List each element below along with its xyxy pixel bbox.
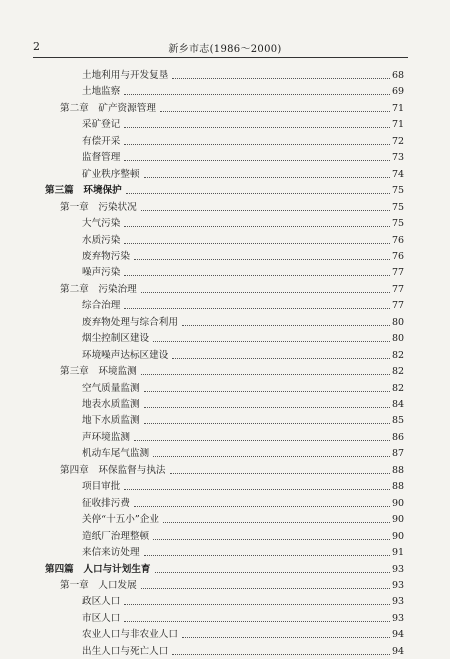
- toc-entry-page: 80: [392, 316, 405, 328]
- toc-entry-label: 地下水质监测: [82, 415, 140, 427]
- toc-entry-page: 91: [392, 547, 405, 559]
- toc-entry-label: 大气污染: [82, 218, 121, 230]
- dot-leader: [124, 308, 390, 309]
- dot-leader: [124, 243, 390, 244]
- toc-entry-page: 73: [392, 152, 405, 164]
- toc-entry-section: [82, 478, 404, 494]
- toc-entry-page: 86: [392, 431, 405, 443]
- toc-entry-page: 90: [392, 514, 405, 526]
- toc-entry-label: 征收排污费: [82, 497, 130, 509]
- toc-entry-page: 71: [392, 102, 405, 114]
- dot-leader: [124, 275, 390, 276]
- toc-entry-page: 94: [392, 645, 405, 657]
- toc-entry-page: 75: [392, 185, 405, 197]
- toc-entry-label: 土地监察: [82, 86, 121, 98]
- toc-entry-label: 采矿登记: [82, 119, 121, 131]
- dot-leader: [172, 78, 390, 79]
- dot-leader: [141, 210, 390, 211]
- toc-entry-label: 烟尘控制区建设: [82, 333, 150, 345]
- dot-leader: [182, 637, 390, 638]
- dot-leader: [153, 539, 390, 540]
- toc-entry-label: 第二章 矿产资源管理: [60, 102, 156, 114]
- dot-leader: [134, 440, 390, 441]
- toc-entry-label: 水质污染: [82, 234, 121, 246]
- toc-entry-label: 矿业秩序整顿: [82, 168, 140, 180]
- toc-entry-page: 72: [392, 135, 405, 147]
- dot-leader: [141, 292, 390, 293]
- dot-leader: [124, 160, 390, 161]
- toc-entry-page: 68: [392, 70, 405, 81]
- book-title: 新乡市志(1986～2000): [168, 44, 282, 55]
- toc-entry-section: [82, 347, 404, 363]
- toc-entry-section: [82, 445, 404, 461]
- toc-entry-section: [82, 495, 404, 511]
- dot-leader: [172, 654, 390, 655]
- toc-entry-label: 废弃物处理与综合利用: [82, 316, 178, 328]
- dot-leader: [153, 456, 390, 457]
- toc-entry-section: [82, 412, 404, 428]
- dot-leader: [160, 111, 390, 112]
- toc-entry-section: [82, 133, 404, 149]
- toc-entry-label: 土地利用与开发复垦: [82, 70, 169, 81]
- toc-entry-chapter: [60, 577, 404, 593]
- toc-entry-section: [82, 511, 404, 527]
- page-number: 2: [33, 40, 40, 53]
- toc-entry-chapter: [60, 281, 404, 297]
- toc-entry-page: 90: [392, 497, 405, 509]
- dot-leader: [153, 341, 390, 342]
- toc-entry-chapter: [60, 363, 404, 379]
- toc-entry-page: 90: [392, 530, 405, 542]
- toc-entry-label: 声环境监测: [82, 431, 130, 443]
- toc-entry-section: [82, 643, 404, 659]
- toc-entry-page: 94: [392, 629, 405, 641]
- toc-entry-label: 造纸厂治理整顿: [82, 530, 150, 542]
- toc-entry-label: 第一章 人口发展: [60, 579, 137, 591]
- toc-entry-page: 71: [392, 119, 405, 131]
- dot-leader: [172, 358, 390, 359]
- dot-leader: [126, 193, 390, 194]
- dot-leader: [155, 572, 390, 573]
- toc-entry-page: 82: [392, 382, 405, 394]
- toc-entry-page: 93: [392, 579, 405, 591]
- toc-entry-label: 来信来访处理: [82, 547, 140, 559]
- toc-entry-page: 82: [392, 366, 405, 378]
- toc-entry-section: [82, 116, 404, 132]
- toc-entry-page: 69: [392, 86, 405, 98]
- toc-entry-section: [82, 610, 404, 626]
- toc-entry-page: 76: [392, 234, 405, 246]
- toc-entry-label: 出生人口与死亡人口: [82, 645, 169, 657]
- toc-entry-section: [82, 83, 404, 99]
- toc-entry-section: [82, 67, 404, 83]
- dot-leader: [163, 522, 390, 523]
- dot-leader: [141, 374, 390, 375]
- toc-entry-label: 监督管理: [82, 152, 121, 164]
- toc-entry-part: [45, 182, 404, 198]
- toc-entry-section: [82, 528, 404, 544]
- toc-entry-section: [82, 429, 404, 445]
- toc-entry-section: [82, 297, 404, 313]
- toc-entry-label: 农业人口与非农业人口: [82, 629, 178, 641]
- dot-leader: [170, 473, 390, 474]
- toc-entry-section: [82, 544, 404, 560]
- dot-leader: [124, 144, 390, 145]
- toc-entry-page: 82: [392, 349, 405, 361]
- toc-entry-page: 77: [392, 300, 405, 312]
- toc-entry-section: [82, 232, 404, 248]
- toc-entry-chapter: [60, 199, 404, 215]
- toc-entry-label: 第四篇 人口与计划生育: [45, 563, 151, 575]
- toc-entry-page: 85: [392, 415, 405, 427]
- dot-leader: [141, 588, 390, 589]
- toc-entry-page: 88: [392, 481, 405, 493]
- dot-leader: [144, 555, 390, 556]
- dot-leader: [134, 259, 390, 260]
- toc-entry-section: [82, 593, 404, 609]
- toc-entry-page: 74: [392, 168, 405, 180]
- header-rule: [33, 57, 408, 58]
- toc-entry-label: 废弃物污染: [82, 250, 130, 262]
- toc-entry-label: 政区人口: [82, 596, 121, 608]
- toc-entry-page: 93: [392, 596, 405, 608]
- toc-entry-section: [82, 314, 404, 330]
- dot-leader: [182, 325, 390, 326]
- toc-entry-page: 80: [392, 333, 405, 345]
- dot-leader: [144, 407, 390, 408]
- toc-entry-label: 机动车尾气监测: [82, 448, 150, 460]
- dot-leader: [124, 621, 390, 622]
- toc-entry-label: 第一章 污染状况: [60, 201, 137, 213]
- toc-entry-section: [82, 264, 404, 280]
- toc-entry-section: [82, 626, 404, 642]
- toc-entry-page: 93: [392, 563, 405, 575]
- dot-leader: [144, 391, 390, 392]
- dot-leader: [144, 423, 390, 424]
- toc-entry-label: 第三章 环境监测: [60, 366, 137, 378]
- dot-leader: [124, 226, 390, 227]
- dot-leader: [144, 177, 390, 178]
- toc-entry-section: [82, 166, 404, 182]
- toc-entry-label: 项目审批: [82, 481, 121, 493]
- toc-entry-page: 93: [392, 612, 405, 624]
- toc-entry-label: 第三篇 环境保护: [45, 185, 122, 197]
- toc-entry-label: 关停“十五小”企业: [82, 514, 159, 526]
- toc-entry-page: 84: [392, 399, 405, 410]
- toc-entry-page: 75: [392, 201, 405, 213]
- dot-leader: [124, 127, 390, 128]
- toc-entry-page: 76: [392, 250, 405, 262]
- toc-entry-section: [82, 248, 404, 264]
- dot-leader: [134, 506, 390, 507]
- toc-entry-chapter: [60, 100, 404, 116]
- toc-entry-page: 87: [392, 448, 405, 460]
- toc-entry-label: 地表水质监测: [82, 399, 140, 410]
- toc-entry-section: [82, 330, 404, 346]
- page-header: [0, 0, 450, 62]
- toc-entry-label: 空气质量监测: [82, 382, 140, 394]
- toc-entry-section: [82, 380, 404, 396]
- toc-entry-page: 75: [392, 218, 405, 230]
- toc-entry-page: 88: [392, 464, 405, 476]
- dot-leader: [124, 489, 390, 490]
- toc-entry-label: 市区人口: [82, 612, 121, 624]
- toc-entry-label: 噪声污染: [82, 267, 121, 279]
- toc-entry-section: [82, 149, 404, 165]
- dot-leader: [124, 604, 390, 605]
- dot-leader: [124, 94, 390, 95]
- toc-entry-chapter: [60, 462, 404, 478]
- toc-entry-label: 环境噪声达标区建设: [82, 349, 169, 361]
- toc-entry-label: 第四章 环保监督与执法: [60, 464, 166, 476]
- toc-entry-page: 77: [392, 283, 405, 295]
- toc-entry-section: [82, 215, 404, 231]
- toc-entry-label: 综合治理: [82, 300, 121, 312]
- toc-entry-label: 有偿开采: [82, 135, 121, 147]
- toc-entry-label: 第二章 污染治理: [60, 283, 137, 295]
- toc-entry-section: [82, 396, 404, 412]
- toc-entry-part: [45, 561, 404, 577]
- toc-entry-page: 77: [392, 267, 405, 279]
